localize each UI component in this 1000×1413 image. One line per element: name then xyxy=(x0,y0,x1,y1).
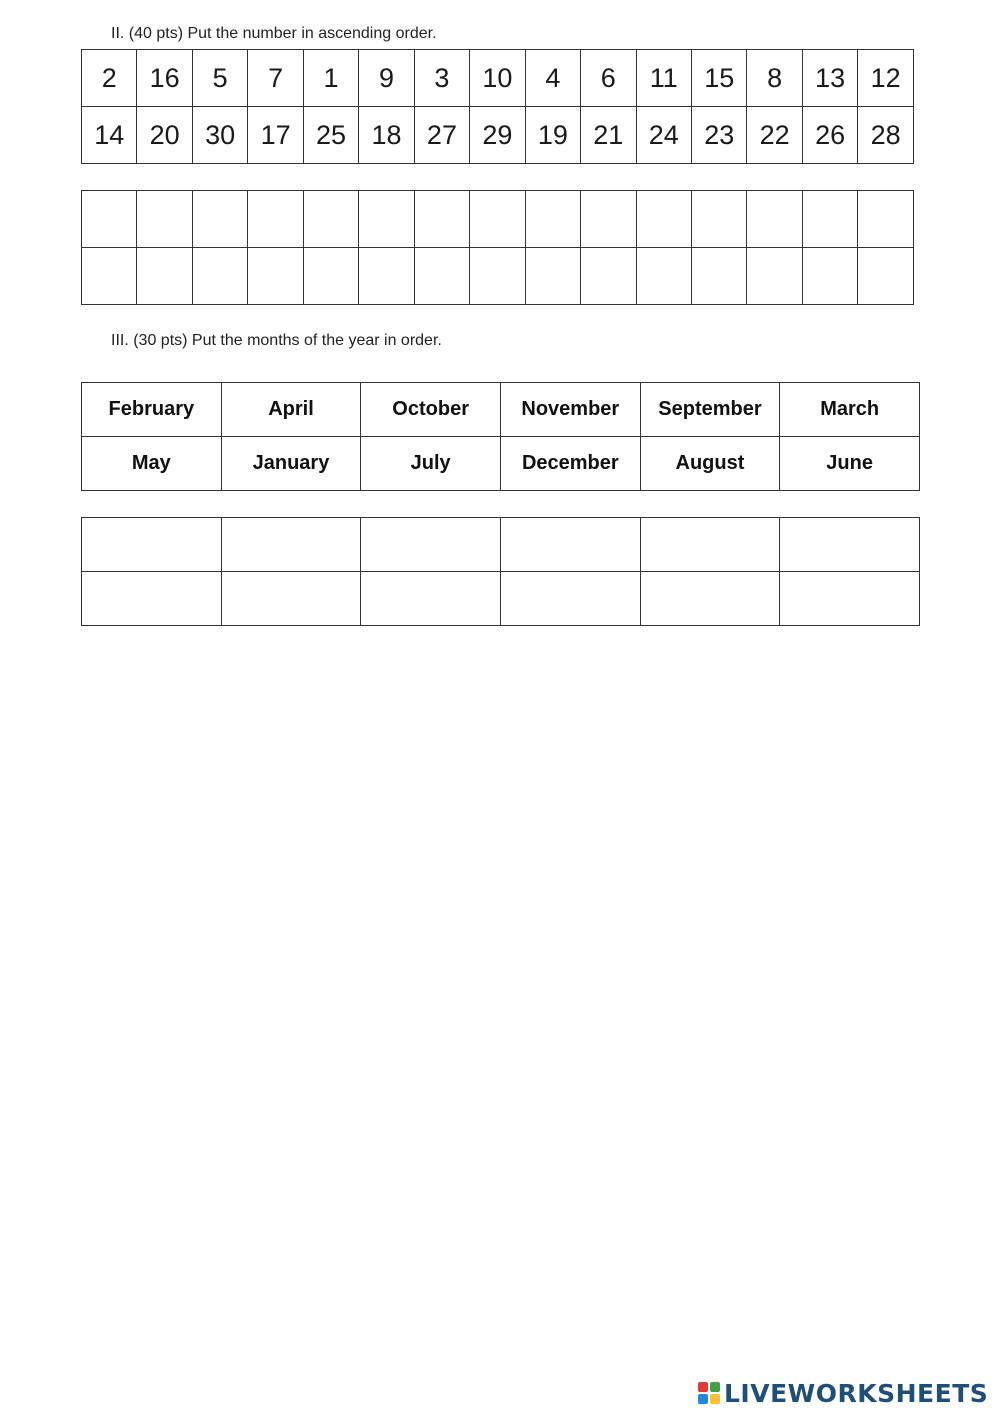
answer-cell[interactable] xyxy=(747,191,802,248)
month-cell: January xyxy=(221,437,361,491)
month-answer-cell[interactable] xyxy=(82,572,222,626)
answer-cell[interactable] xyxy=(82,248,137,305)
number-cell: 24 xyxy=(636,107,691,164)
number-cell: 16 xyxy=(137,50,192,107)
month-answer-cell[interactable] xyxy=(780,572,920,626)
number-cell: 27 xyxy=(414,107,469,164)
month-answer-cell[interactable] xyxy=(500,572,640,626)
answer-cell[interactable] xyxy=(137,248,192,305)
answer-cell[interactable] xyxy=(192,248,247,305)
month-cell: June xyxy=(780,437,920,491)
answer-cell[interactable] xyxy=(82,191,137,248)
answer-cell[interactable] xyxy=(248,248,303,305)
number-cell: 20 xyxy=(137,107,192,164)
month-cell: November xyxy=(500,383,640,437)
answer-cell[interactable] xyxy=(414,191,469,248)
answer-cell[interactable] xyxy=(137,191,192,248)
answer-cell[interactable] xyxy=(303,191,358,248)
number-cell: 22 xyxy=(747,107,802,164)
answer-cell[interactable] xyxy=(359,248,414,305)
month-answer-cell[interactable] xyxy=(361,572,501,626)
number-cell: 14 xyxy=(82,107,137,164)
logo-block xyxy=(710,1382,720,1392)
months-row-2 xyxy=(82,437,920,491)
number-cell: 7 xyxy=(248,50,303,107)
number-cell: 4 xyxy=(525,50,580,107)
number-cell: 5 xyxy=(192,50,247,107)
answer-cell[interactable] xyxy=(525,248,580,305)
numbers-answer-grid xyxy=(81,190,914,305)
month-cell: May xyxy=(82,437,222,491)
liveworksheets-logo-icon xyxy=(698,1382,720,1404)
number-cell: 28 xyxy=(858,107,914,164)
answer-cell[interactable] xyxy=(802,248,857,305)
months-row-1 xyxy=(82,383,920,437)
numbers-table xyxy=(81,49,914,164)
logo-block xyxy=(698,1394,708,1404)
number-cell: 30 xyxy=(192,107,247,164)
watermark-text: LIVEWORKSHEETS xyxy=(724,1378,989,1408)
answer-cell[interactable] xyxy=(248,191,303,248)
number-cell: 17 xyxy=(248,107,303,164)
answer-cell[interactable] xyxy=(636,248,691,305)
month-cell: July xyxy=(361,437,501,491)
number-cell: 25 xyxy=(303,107,358,164)
number-cell: 2 xyxy=(82,50,137,107)
number-cell: 6 xyxy=(581,50,636,107)
answer-row-2 xyxy=(82,248,914,305)
numbers-row-1 xyxy=(82,50,914,107)
answer-cell[interactable] xyxy=(636,191,691,248)
month-answer-cell[interactable] xyxy=(640,572,780,626)
number-cell: 3 xyxy=(414,50,469,107)
month-answer-cell[interactable] xyxy=(780,518,920,572)
month-cell: March xyxy=(780,383,920,437)
number-cell: 1 xyxy=(303,50,358,107)
answer-cell[interactable] xyxy=(192,191,247,248)
number-cell: 10 xyxy=(470,50,525,107)
month-cell: February xyxy=(82,383,222,437)
answer-cell[interactable] xyxy=(525,191,580,248)
answer-cell[interactable] xyxy=(691,191,746,248)
number-cell: 9 xyxy=(359,50,414,107)
answer-cell[interactable] xyxy=(747,248,802,305)
month-cell: October xyxy=(361,383,501,437)
number-cell: 21 xyxy=(581,107,636,164)
answer-cell[interactable] xyxy=(303,248,358,305)
month-cell: August xyxy=(640,437,780,491)
month-answer-cell[interactable] xyxy=(361,518,501,572)
number-cell: 13 xyxy=(802,50,857,107)
answer-cell[interactable] xyxy=(858,191,914,248)
month-answer-row-2 xyxy=(82,572,920,626)
number-cell: 29 xyxy=(470,107,525,164)
answer-cell[interactable] xyxy=(691,248,746,305)
answer-cell[interactable] xyxy=(802,191,857,248)
logo-block xyxy=(710,1394,720,1404)
number-cell: 12 xyxy=(858,50,914,107)
number-cell: 19 xyxy=(525,107,580,164)
answer-cell[interactable] xyxy=(858,248,914,305)
answer-row-1 xyxy=(82,191,914,248)
answer-cell[interactable] xyxy=(470,191,525,248)
logo-block xyxy=(698,1382,708,1392)
answer-cell[interactable] xyxy=(581,248,636,305)
month-cell: December xyxy=(500,437,640,491)
number-cell: 26 xyxy=(802,107,857,164)
month-answer-cell[interactable] xyxy=(221,518,361,572)
number-cell: 18 xyxy=(359,107,414,164)
month-answer-cell[interactable] xyxy=(221,572,361,626)
answer-cell[interactable] xyxy=(359,191,414,248)
number-cell: 8 xyxy=(747,50,802,107)
month-answer-cell[interactable] xyxy=(500,518,640,572)
month-cell: April xyxy=(221,383,361,437)
liveworksheets-watermark xyxy=(698,1378,988,1408)
answer-cell[interactable] xyxy=(581,191,636,248)
months-table xyxy=(81,382,920,491)
months-answer-grid xyxy=(81,517,920,626)
section-2-instruction: II. (40 pts) Put the number in ascending order. xyxy=(111,25,437,42)
section-3-instruction: III. (30 pts) Put the months of the year in order. xyxy=(111,332,442,349)
number-cell: 23 xyxy=(691,107,746,164)
month-answer-cell[interactable] xyxy=(640,518,780,572)
number-cell: 11 xyxy=(636,50,691,107)
number-cell: 15 xyxy=(691,50,746,107)
numbers-row-2 xyxy=(82,107,914,164)
answer-cell[interactable] xyxy=(470,248,525,305)
answer-cell[interactable] xyxy=(414,248,469,305)
month-answer-row-1 xyxy=(82,518,920,572)
month-cell: September xyxy=(640,383,780,437)
month-answer-cell[interactable] xyxy=(82,518,222,572)
